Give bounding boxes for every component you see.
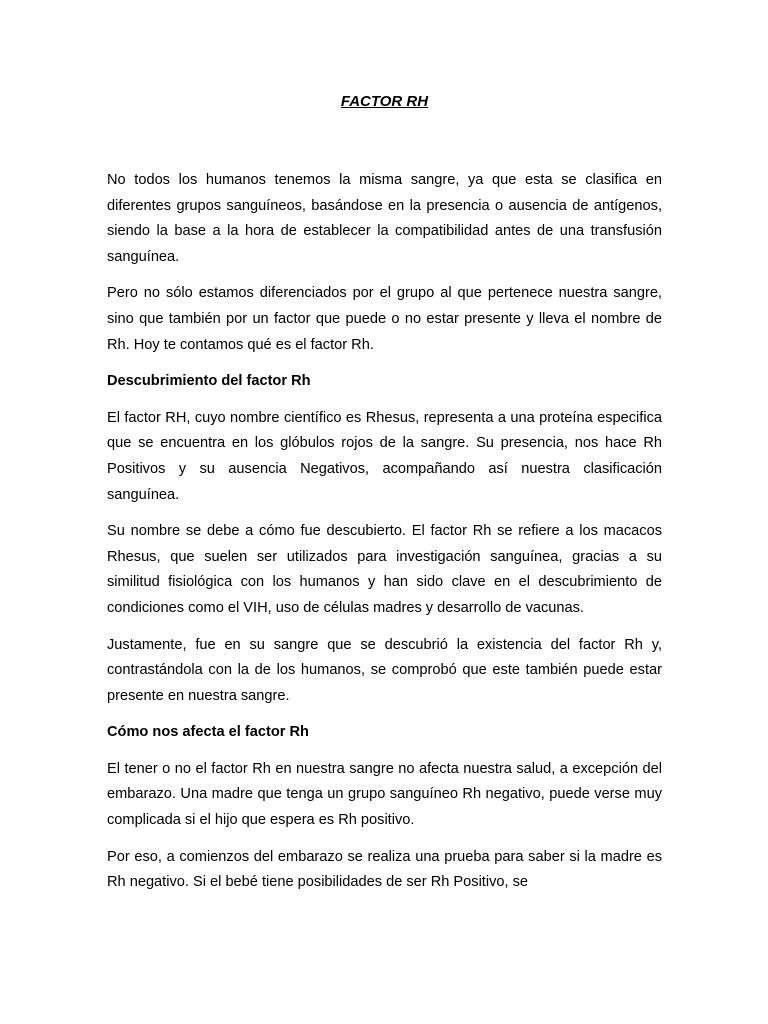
section-heading-effects: Cómo nos afecta el factor Rh: [107, 724, 309, 741]
document-title: FACTOR RH: [340, 93, 429, 110]
document-page: [107, 92, 662, 907]
paragraph-name-origin: Su nombre se debe a cómo fue descubierto. El factor Rh se refiere a los macacos Rhesus, que suelen ser utilizados para investigación sanguínea, gracias a su similitud fisiológica con los humanos y han sido clave en el descubrimiento de condiciones como el VIH, uso de células madres y desarrollo de vacunas.: [107, 523, 662, 616]
paragraph-rhesus-protein: El factor RH, cuyo nombre científico es Rhesus, representa a una proteína especifica que se encuentra en los glóbulos rojos de la sangre. Su presencia, nos hace Rh Positivos y su ausencia Negativos, acompañando así nuestra clasificación sanguínea.: [107, 409, 662, 503]
paragraph-rh-intro: Pero no sólo estamos diferenciados por el grupo al que pertenece nuestra sangre, sino que también por un factor que puede o no estar presente y lleva el nombre de Rh. Hoy te contamos qué es el factor Rh.: [107, 285, 662, 353]
paragraph-discovery: Justamente, fue en su sangre que se descubrió la existencia del factor Rh y, contrastándola con la de los humanos, se comprobó que este también puede estar presente en nuestra sangre.: [107, 636, 662, 704]
section-heading-discovery: Descubrimiento del factor Rh: [107, 373, 311, 390]
paragraph-test: Por eso, a comienzos del embarazo se realiza una prueba para saber si la madre es Rh negativo. Si el bebé tiene posibilidades de ser Rh Positivo, se: [107, 848, 662, 891]
paragraph-intro: No todos los humanos tenemos la misma sangre, ya que esta se clasifica en diferentes grupos sanguíneos, basándose en la presencia o ausencia de antígenos, siendo la base a la hora de establecer la compatibilidad antes de una transfusión sanguínea.: [107, 172, 662, 265]
paragraph-pregnancy: El tener o no el factor Rh en nuestra sangre no afecta nuestra salud, a excepción del embarazo. Una madre que tenga un grupo sanguíneo Rh negativo, puede verse muy complicada si el hijo que espera es Rh positivo.: [107, 760, 662, 829]
